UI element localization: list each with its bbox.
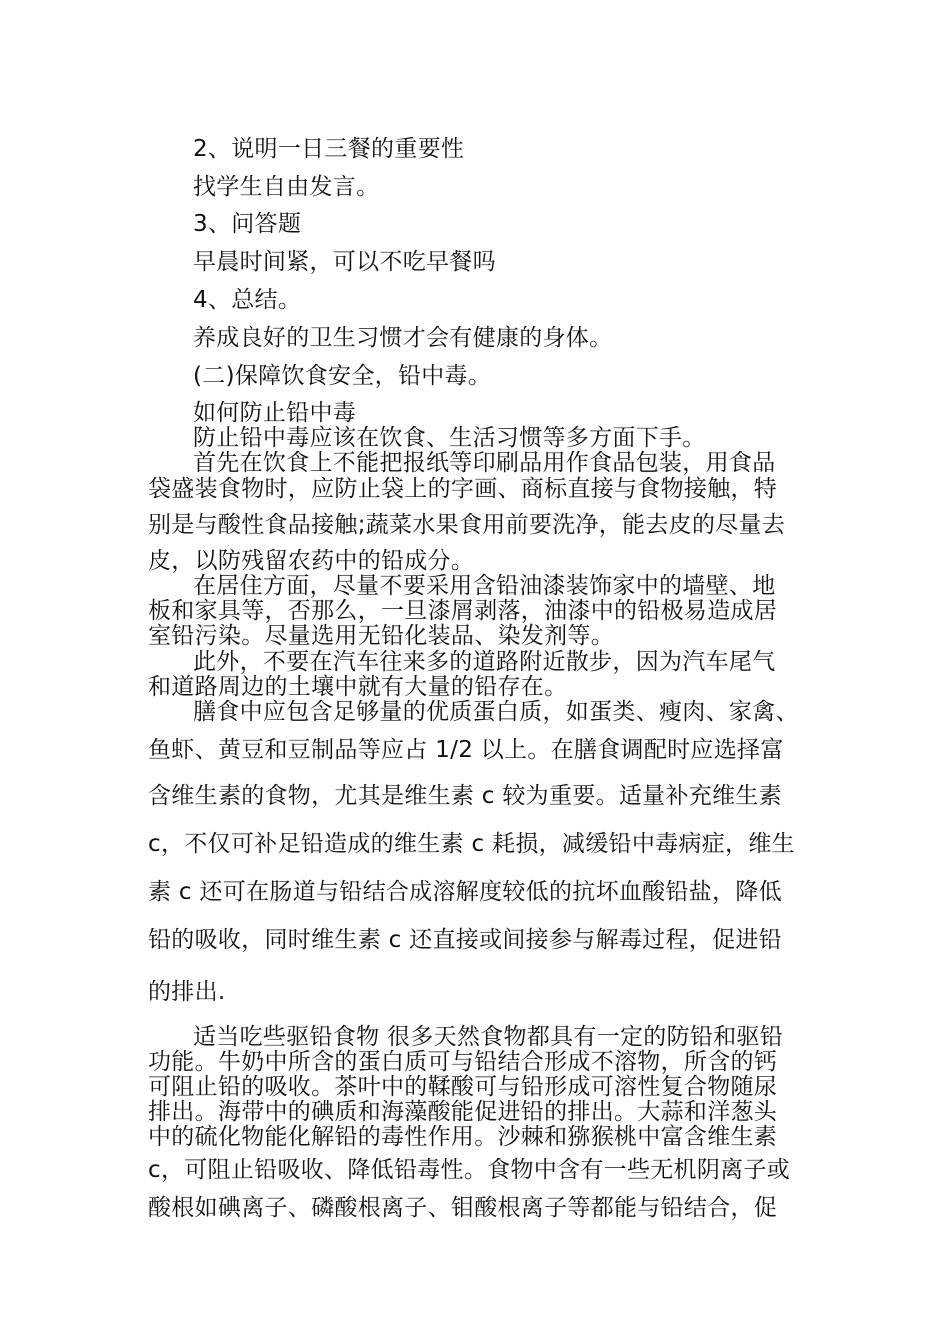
text-line: 别是与酸性食品接触;蔬菜水果食用前要洗净，能去皮的尽量去 [148,512,786,538]
text-line: 如何防止铅中毒 [193,400,357,426]
text-line: 皮，以防残留农药中的铅成分。 [148,548,475,574]
text-line: 适当吃些驱铅食物 很多天然食物都具有一定的防铅和驱铅 [193,1024,784,1050]
text-line: 铅的吸收，同时维生素 c 还直接或间接参与解毒过程，促进铅 [148,927,782,953]
text-line: 养成良好的卫生习惯才会有健康的身体。 [193,325,613,351]
text-line: (二)保障饮食安全，铅中毒。 [193,363,492,389]
text-line: 袋盛装食物时，应防止袋上的字画、商标直接与食物接触，特 [148,476,778,502]
text-line: 在居住方面，尽量不要采用含铅油漆装饰家中的墙壁、地 [193,573,776,599]
text-line: 可阻止铅的吸收。茶叶中的鞣酸可与铅形成可溶性复合物随尿 [148,1074,778,1100]
text-line: 3、问答题 [193,211,302,237]
text-line: 室铅污染。尽量选用无铅化装品、染发剂等。 [148,623,614,649]
text-line: 防止铅中毒应该在饮食、生活习惯等多方面下手。 [193,425,706,451]
text-line: 素 c 还可在肠道与铅结合成溶解度较低的抗坏血酸铅盐，降低 [148,879,782,905]
text-line: c，不仅可补足铅造成的维生素 c 耗损，减缓铅中毒病症，维生 [148,831,795,857]
text-line: 板和家具等，否那么，一旦漆屑剥落，油漆中的铅极易造成居 [148,598,778,624]
text-line: 中的硫化物能化解铅的毒性作用。沙棘和猕猴桃中富含维生素 [148,1124,778,1150]
text-line: 的排出. [148,979,226,1005]
text-line: 膳食中应包含足够量的优质蛋白质，如蛋类、瘦肉、家禽、 [193,699,799,725]
text-line: c，可阻止铅吸收、降低铅毒性。食物中含有一些无机阴离子或 [148,1157,791,1183]
text-line: 2、说明一日三餐的重要性 [193,136,465,162]
text-line: 和道路周边的土壤中就有大量的铅存在。 [148,674,568,700]
text-line: 酸根如碘离子、磷酸根离子、钼酸根离子等都能与铅结合，促 [148,1195,778,1221]
text-line: 首先在饮食上不能把报纸等印刷品用作食品包装，用食品 [193,450,776,476]
text-line: 4、总结。 [193,287,302,313]
text-line: 含维生素的食物，尤其是维生素 c 较为重要。适量补充维生素 [148,783,782,809]
text-line: 鱼虾、黄豆和豆制品等应占 1/2 以上。在膳食调配时应选择富 [148,737,784,763]
text-line: 找学生自由发言。 [193,174,380,200]
text-line: 早晨时间紧，可以不吃早餐吗 [193,249,496,275]
text-line: 此外，不要在汽车往来多的道路附近散步，因为汽车尾气 [193,649,776,675]
text-line: 排出。海带中的碘质和海藻酸能促进铅的排出。大蒜和洋葱头 [148,1099,778,1125]
text-line: 功能。牛奶中所含的蛋白质可与铅结合形成不溶物，所含的钙 [148,1049,778,1075]
